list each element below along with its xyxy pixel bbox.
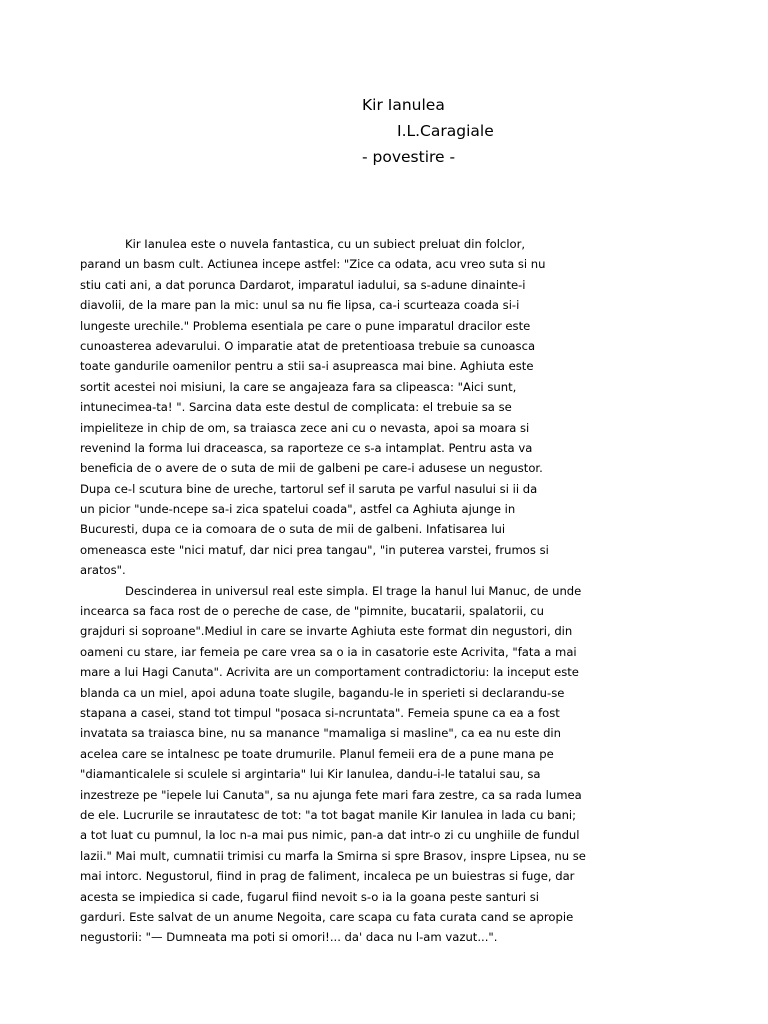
text-line: oameni cu stare, iar femeia pe care vrea sa o ia in casatorie este Acrivita, "fata a mai bbox=[80, 644, 577, 659]
document-author: I.L.Caragiale bbox=[397, 122, 494, 140]
text-line: grajduri si soproane".Mediul in care se invarte Aghiuta este format din negustori, din bbox=[80, 624, 573, 639]
text-line: garduri. Este salvat de un anume Negoita, care scapa cu fata curata cand se apropie bbox=[80, 909, 574, 924]
text-line: un picior "unde-ncepe sa-i zica spatelui coada", astfel ca Aghiuta ajunge in bbox=[80, 502, 516, 517]
text-line: omeneasca este "nici matuf, dar nici prea tangau", "in puterea varstei, frumos si bbox=[80, 542, 549, 557]
text-line: toate gandurile oamenilor pentru a stii sa-i asupreasca mai bine. Aghiuta este bbox=[80, 359, 534, 374]
text-line: aratos". bbox=[80, 563, 126, 578]
text-line: invatata sa traiasca bine, nu sa manance "mamaliga si masline", ca ea nu este din bbox=[80, 726, 561, 741]
text-line: incearca sa faca rost de o pereche de case, de "pimnite, bucatarii, spalatorii, cu bbox=[80, 604, 544, 619]
text-line: beneficia de o avere de o suta de mii de galbeni pe care-i adusese un negustor. bbox=[80, 461, 543, 476]
text-line: inzestreze pe "iepele lui Canuta", sa nu ajunga fete mari fara zestre, ca sa rada lumea bbox=[80, 787, 582, 802]
paragraph-start-line: Descinderea in universul real este simpla. El trage la hanul lui Manuc, de unde bbox=[125, 583, 582, 598]
text-line: mai intorc. Negustorul, fiind in prag de faliment, incaleca pe un buiestras si fuge, dar bbox=[80, 869, 575, 884]
text-line: Dupa ce-l scutura bine de ureche, tartorul sef il saruta pe varful nasului si ii da bbox=[80, 481, 538, 496]
text-line: "diamanticalele si sculele si argintaria" lui Kir Ianulea, dandu-i-le tatalui sau, sa bbox=[80, 767, 541, 782]
document-genre: - povestire - bbox=[362, 148, 456, 166]
text-line: de ele. Lucrurile se inrautatesc de tot: "a tot bagat manile Kir Ianulea in lada cu bani; bbox=[80, 807, 577, 822]
text-line: diavolii, de la mare pan la mic: unul sa nu fie lipsa, ca-i scurteaza coada si-i bbox=[80, 298, 520, 313]
text-line: stiu cati ani, a dat porunca Dardarot, imparatul iadului, sa s-adune dinainte-i bbox=[80, 277, 526, 292]
text-line: Bucuresti, dupa ce ia comoara de o suta de mii de galbeni. Infatisarea lui bbox=[80, 522, 506, 537]
text-line: acesta se impiedica si cade, fugarul fiind nevoit s-o ia la goana peste santuri si bbox=[80, 889, 539, 904]
text-line: mare a lui Hagi Canuta". Acrivita are un comportament contradictoriu: la inceput este bbox=[80, 665, 579, 680]
document-title: Kir Ianulea bbox=[362, 96, 445, 114]
text-line: revenind la forma lui draceasca, sa raporteze ce s-a intamplat. Pentru asta va bbox=[80, 440, 533, 455]
text-line: a tot luat cu pumnul, la loc n-a mai pus nimic, pan-a dat intr-o zi cu unghiile de fundul bbox=[80, 828, 580, 843]
text-line: sortit acestei noi misiuni, la care se angajeaza fara sa clipeasca: "Aici sunt, bbox=[80, 379, 517, 394]
text-line: negustorii: "— Dumneata ma poti si omori!... da' daca nu l-am vazut...". bbox=[80, 930, 498, 945]
paragraph-start-line: Kir Ianulea este o nuvela fantastica, cu un subiect preluat din folclor, bbox=[125, 237, 526, 251]
text-line: cunoasterea adevarului. O imparatie atat de pretentioasa trebuie sa cunoasca bbox=[80, 338, 536, 353]
text-line: intunecimea-ta! ". Sarcina data este destul de complicata: el trebuie sa se bbox=[80, 400, 512, 415]
text-line: lungeste urechile." Problema esentiala pe care o pune imparatul dracilor este bbox=[80, 318, 531, 333]
text-line: acelea care se intalnesc pe toate drumurile. Planul femeii era de a pune mana pe bbox=[80, 746, 554, 761]
document-body bbox=[80, 234, 730, 948]
text-line: lazii." Mai mult, cumnatii trimisi cu marfa la Smirna si spre Brasov, inspre Lipsea, nu se bbox=[80, 848, 586, 863]
text-line: parand un basm cult. Actiunea incepe astfel: "Zice ca odata, acu vreo suta si nu bbox=[80, 257, 546, 272]
text-line: impieliteze in chip de om, sa traiasca zece ani cu o nevasta, apoi sa moara si bbox=[80, 420, 530, 435]
text-line: stapana a casei, stand tot timpul "posaca si-ncruntata". Femeia spune ca ea a fost bbox=[80, 705, 560, 720]
text-line: blanda ca un miel, apoi aduna toate slugile, bagandu-le in sperieti si declarandu-se bbox=[80, 685, 565, 700]
